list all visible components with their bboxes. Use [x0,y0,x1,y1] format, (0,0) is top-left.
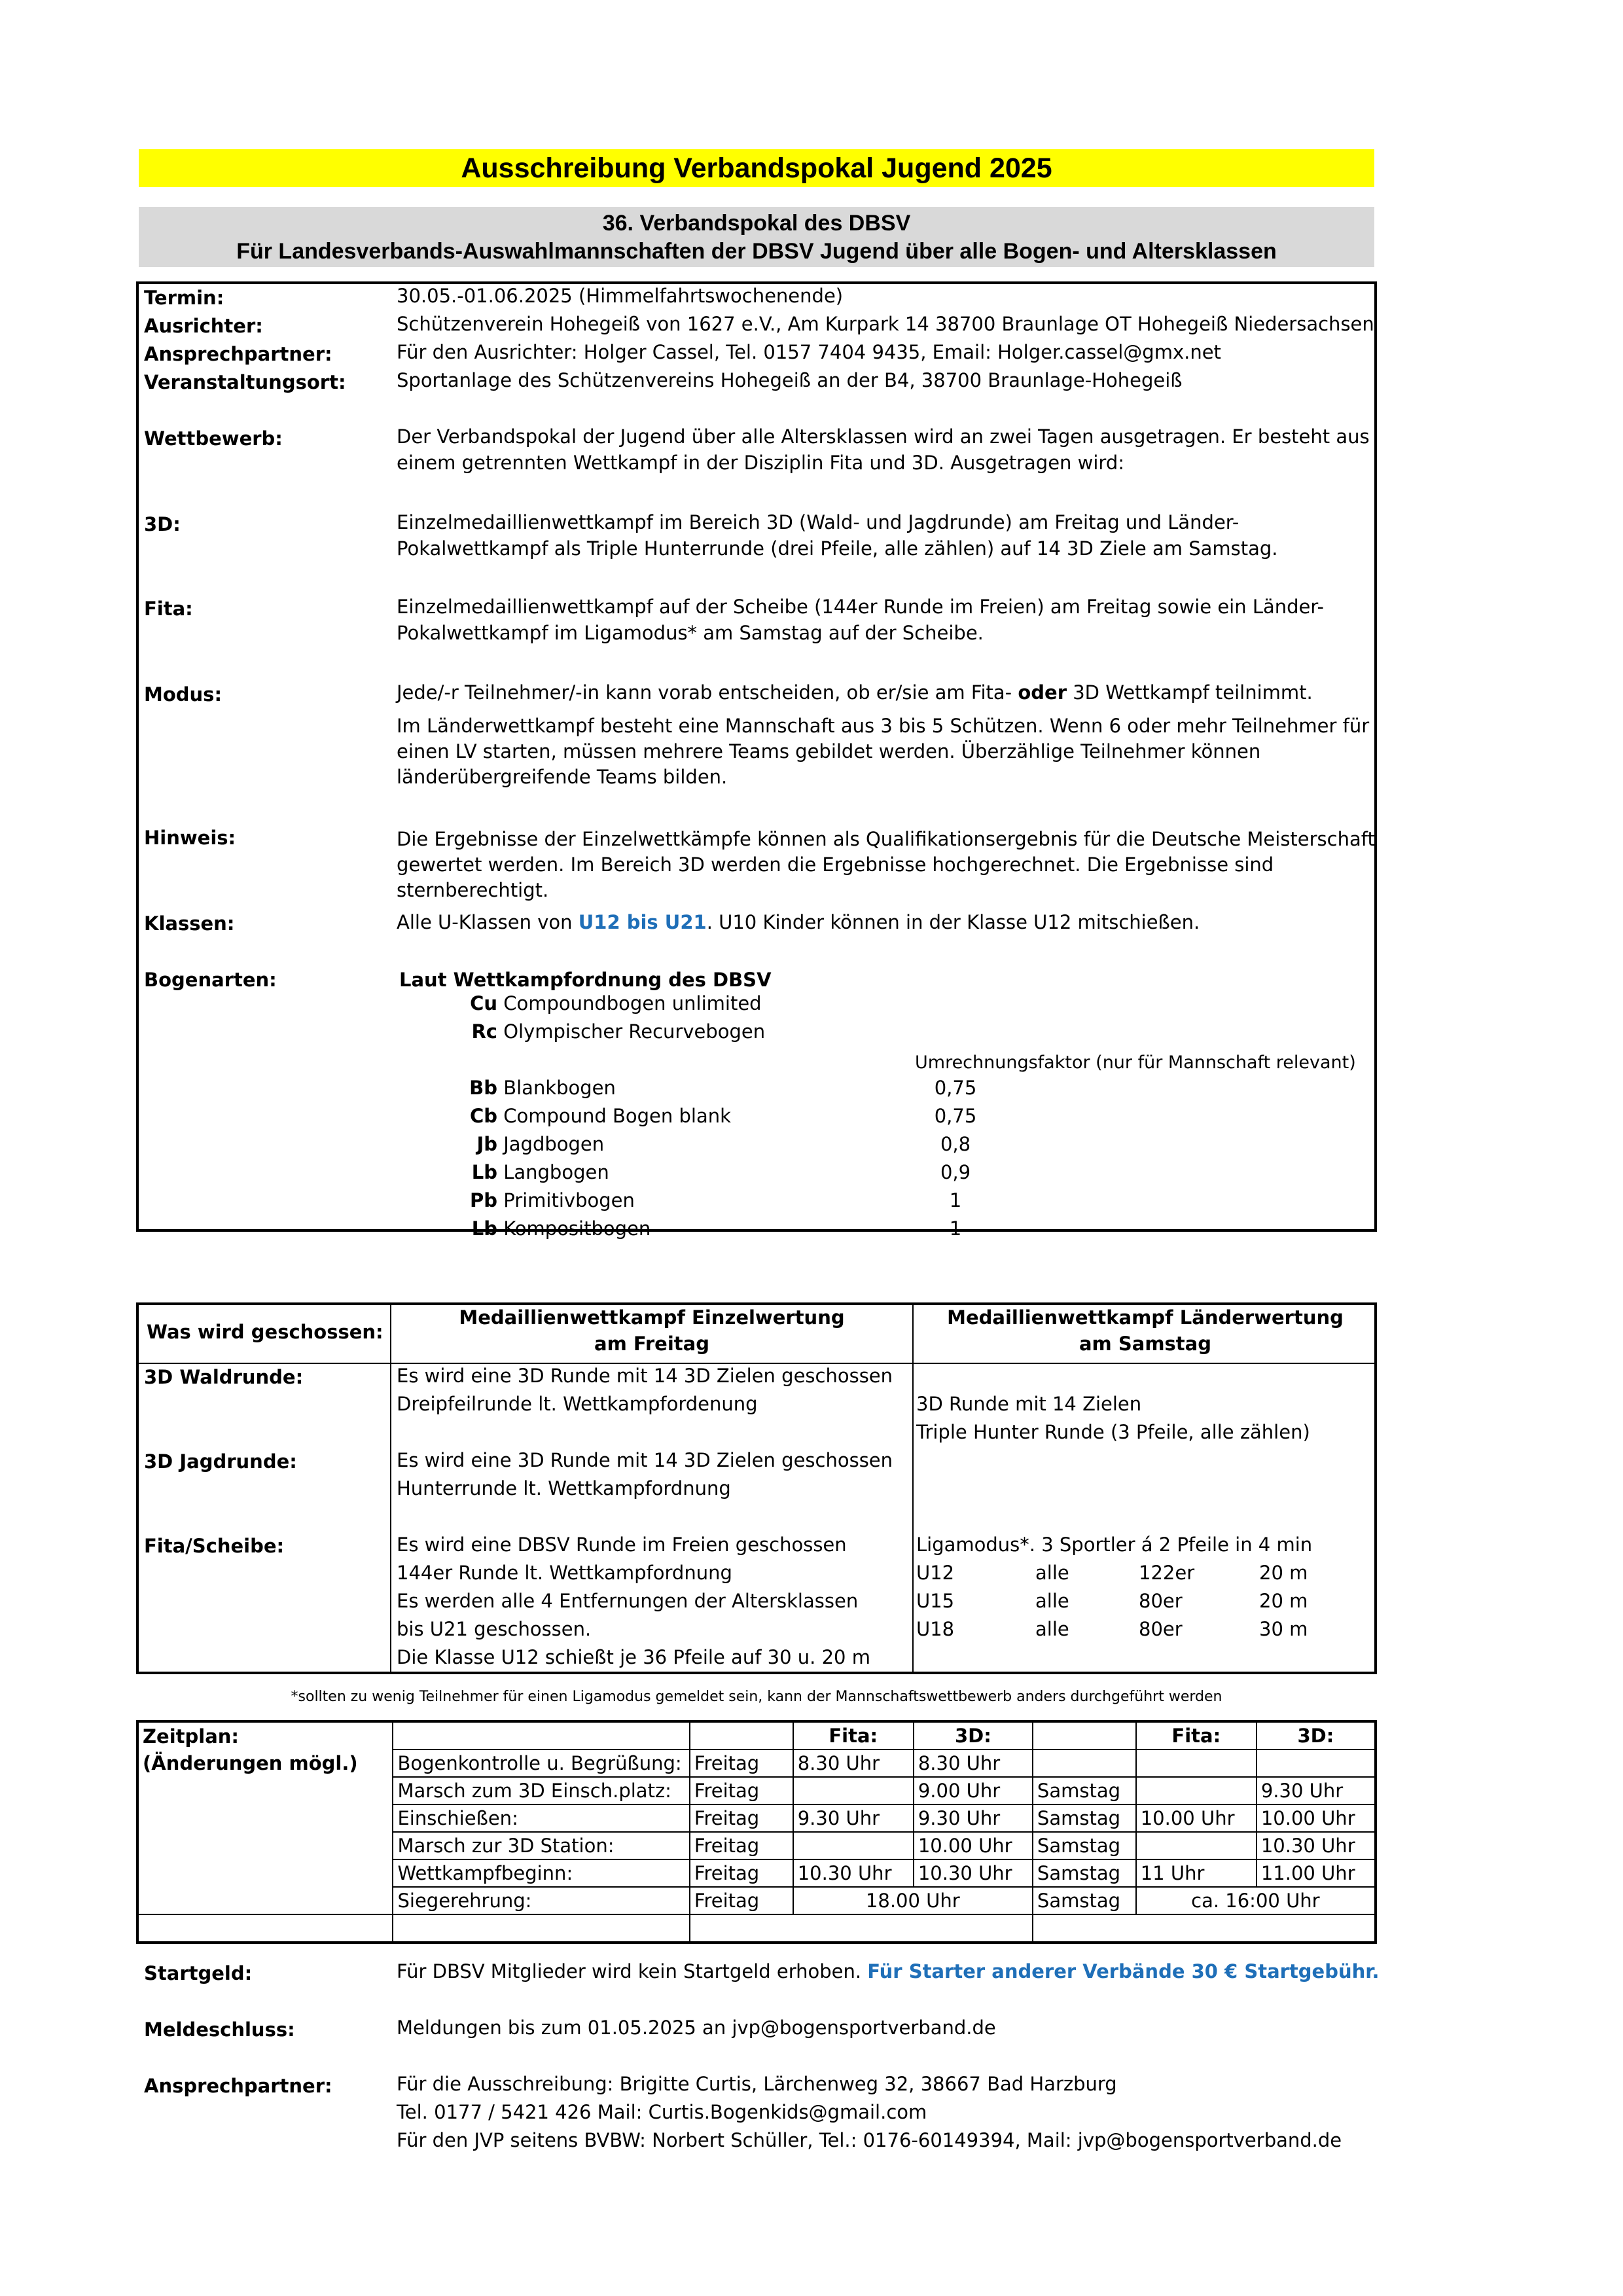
zeitplan-time: 9.30 Uhr [1257,1777,1376,1804]
bogenarten-heading: Laut Wettkampfordnung des DBSV [399,969,772,991]
zeitplan-time: 10.30 Uhr [914,1859,1033,1887]
modus-line-1b: oder [1018,681,1067,704]
bow-factor: 0,8 [940,1133,971,1155]
liga-class: U15 [916,1590,955,1612]
zeitplan-row [137,1777,1376,1804]
fita-scheibe-line-5: Die Klasse U12 schießt je 36 Pfeile auf 30 u. 20 m [397,1646,870,1668]
zeitplan-day: Freitag [690,1749,793,1777]
fita-scheibe-line-4: bis U21 geschossen. [397,1618,592,1640]
fita-label: Fita: [144,598,193,620]
zeitplan-time: 10.30 Uhr [1257,1832,1376,1859]
3d-line-2: Pokalwettkampf als Triple Hunterrunde (drei Pfeile, alle zählen) auf 14 3D Ziele am Samstag. [397,537,1278,560]
3d-line-1: Einzelmedaillienwettkampf im Bereich 3D (Wald- und Jagdrunde) am Freitag und Länder- [397,511,1240,533]
fita-scheibe-line-3: Es werden alle 4 Entfernungen der Altersklassen [397,1590,859,1612]
bow-row [445,992,765,1020]
zeitplan-time: 8.30 Uhr [914,1749,1033,1777]
klassen-b: U12 bis U21 [578,911,707,933]
zeitplan-time: 8.30 Uhr [793,1749,914,1777]
meldeschluss-label: Meldeschluss: [144,2018,295,2041]
hinweis-line-1: Die Ergebnisse der Einzelwettkämpfe können als Qualifikationsergebnis für die Deutsche Meisterschaft [397,828,1375,850]
zeitplan-time [1257,1749,1376,1777]
zeitplan-event: Siegerehrung: [393,1887,689,1914]
liga-distance: 30 m [1259,1618,1308,1640]
zeitplan-time: ca. 16:00 Uhr [1136,1887,1376,1914]
zeitplan-day: Samstag [1033,1777,1136,1804]
zeitplan-time [1136,1777,1257,1804]
zeitplan-day: Samstag [1033,1804,1136,1832]
zeitplan-table [136,1720,1377,1944]
ausrichter-value: Schützenverein Hohegeiß von 1627 e.V., Am Kurpark 14 38700 Braunlage OT Hohegeiß Niedersachsen [397,313,1374,335]
bow-row [445,1189,1034,1217]
bow-code: Jb [476,1133,497,1155]
bow-factor: 1 [949,1217,962,1240]
waldrunde-laender-2: Triple Hunter Runde (3 Pfeile, alle zählen) [916,1421,1310,1443]
zeitplan-day: Freitag [690,1777,793,1804]
zeitplan-event: Marsch zur 3D Station: [393,1832,689,1859]
startgeld-a: Für DBSV Mitglieder wird kein Startgeld erhoben. [397,1960,868,1982]
zeitplan-day: Freitag [690,1832,793,1859]
umrechnungsfaktor-note: Umrechnungsfaktor (nur für Mannschaft relevant) [915,1052,1356,1073]
bow-code: Cu [470,992,497,1014]
liga-who: alle [1035,1590,1069,1612]
klassen-label: Klassen: [144,912,235,935]
ansprechpartner-line-2: Tel. 0177 / 5421 426 Mail: Curtis.Bogenkids@gmail.com [397,2101,927,2123]
page-title: Ausschreibung Verbandspokal Jugend 2025 [139,149,1374,187]
zeitplan-event: Marsch zum 3D Einsch.platz: [393,1777,689,1804]
3d-col-header: 3D: [1257,1721,1376,1749]
zeitplan-time [1136,1832,1257,1859]
startgeld-label: Startgeld: [144,1962,253,1984]
termin-label: Termin: [144,287,224,309]
bow-name: Jagdbogen [503,1133,605,1155]
subtitle-line-2: Für Landesverbands-Auswahlmannschaften der DBSV Jugend über alle Bogen- und Altersklassen [236,239,1277,264]
zeitplan-time: 18.00 Uhr [793,1887,1033,1914]
liga-who: alle [1035,1562,1069,1584]
bow-name: Kompositbogen [503,1217,651,1240]
zeitplan-day: Freitag [690,1859,793,1887]
liga-distance: 20 m [1259,1590,1308,1612]
bow-factor: 0,75 [934,1105,977,1127]
fita-scheibe-line-1: Es wird eine DBSV Runde im Freien geschossen [397,1534,847,1556]
zeitplan-day: Samstag [1033,1859,1136,1887]
zeitplan-time: 9.30 Uhr [914,1804,1033,1832]
zeitplan-event: Einschießen: [393,1804,689,1832]
ansprechpartner-value: Für den Ausrichter: Holger Cassel, Tel. 0157 7404 9435, Email: Holger.cassel@gmx.net [397,341,1221,363]
startgeld-b: Für Starter anderer Verbände 30 € Startgebühr. [867,1960,1380,1982]
liga-round: 80er [1139,1618,1183,1640]
fita-line-1: Einzelmedaillienwettkampf auf der Scheibe (144er Runde im Freien) am Freitag sowie ein Länder- [397,596,1324,618]
bow-name: Olympischer Recurvebogen [503,1020,766,1043]
bow-name: Compound Bogen blank [503,1105,731,1127]
bow-name: Langbogen [503,1161,609,1183]
shoot-header-label: Was wird geschossen: [147,1321,383,1343]
jagdrunde-line-2: Hunterrunde lt. Wettkampfordnung [397,1477,731,1499]
veranstaltungsort-value: Sportanlage des Schützenvereins Hohegeiß an der B4, 38700 Braunlage-Hohegeiß [397,369,1183,391]
zeitplan-time: 11.00 Uhr [1257,1859,1376,1887]
waldrunde-line-1: Es wird eine 3D Runde mit 14 3D Zielen geschossen [397,1365,893,1387]
hinweis-line-2: gewertet werden. Im Bereich 3D werden die Ergebnisse hochgerechnet. Die Ergebnisse sind [397,853,1274,876]
shoot-col-divider-2 [912,1302,914,1674]
subtitle-block [139,207,1374,267]
zeitplan-label: Zeitplan: [143,1725,240,1748]
zeitplan-sublabel: (Änderungen mögl.) [143,1752,358,1774]
shoot-header-einzel-2: am Freitag [594,1333,709,1355]
liga-table [916,1560,1374,1644]
shoot-col-divider-1 [390,1302,391,1674]
bow-code: Bb [469,1077,497,1099]
footnote: *sollten zu wenig Teilnehmer für einen Ligamodus gemeldet sein, kann der Mannschaftswettbewerb anders durchgeführt werden [291,1689,1222,1705]
bow-code: Lb [471,1217,497,1240]
fita-col-header: Fita: [1136,1721,1257,1749]
bow-name: Blankbogen [503,1077,616,1099]
fita-scheibe-line-2: 144er Runde lt. Wettkampfordnung [397,1562,732,1584]
bow-row [445,1020,765,1049]
zeitplan-event: Bogenkontrolle u. Begrüßung: [393,1749,689,1777]
3d-col-header: 3D: [914,1721,1033,1749]
bow-row [445,1077,1034,1105]
ansprechpartner-line-3: Für den JVP seitens BVBW: Norbert Schüller, Tel.: 0176-60149394, Mail: jvp@bogensportverband.de [397,2129,1342,2151]
fita-col-header: Fita: [793,1721,914,1749]
bow-code: Pb [469,1189,497,1211]
zeitplan-time: 10.00 Uhr [914,1832,1033,1859]
zeitplan-day: Freitag [690,1804,793,1832]
zeitplan-time: 9.00 Uhr [914,1777,1033,1804]
liga-who: alle [1035,1618,1069,1640]
liga-distance: 20 m [1259,1562,1308,1584]
bow-row [445,1217,1034,1246]
zeitplan-time: 10.00 Uhr [1136,1804,1257,1832]
klassen-c: . U10 Kinder können in der Klasse U12 mitschießen. [706,911,1200,933]
zeitplan-time: 10.00 Uhr [1257,1804,1376,1832]
klassen-value [397,909,1200,935]
zeitplan-header-row [137,1721,1376,1749]
bow-row [445,1105,1034,1133]
modus-line-3: einen LV starten, müssen mehrere Teams gebildet werden. Überzählige Teilnehmer können [397,740,1261,762]
klassen-a: Alle U-Klassen von [397,911,579,933]
liga-class: U18 [916,1618,955,1640]
bogenarten-label: Bogenarten: [144,969,277,991]
fita-line-2: Pokalwettkampf im Ligamodus* am Samstag auf der Scheibe. [397,622,984,644]
3d-label: 3D: [144,513,181,535]
meldeschluss-value: Meldungen bis zum 01.05.2025 an jvp@bogensportverband.de [397,2017,996,2039]
ansprechpartner-line-1: Für die Ausschreibung: Brigitte Curtis, Lärchenweg 32, 38667 Bad Harzburg [397,2073,1117,2095]
zeitplan-empty-row [137,1914,1376,1943]
liga-class: U12 [916,1562,955,1584]
shoot-header-laender-1: Medaillienwettkampf Länderwertung [947,1306,1344,1329]
ansprechpartner-label: Ansprechpartner: [144,343,332,365]
modus-line-4: länderübergreifende Teams bilden. [397,766,728,788]
jagdrunde-label: 3D Jagdrunde: [144,1450,297,1473]
waldrunde-line-2: Dreipfeilrunde lt. Wettkampfordenung [397,1393,758,1415]
ligamodus-line: Ligamodus*. 3 Sportler á 2 Pfeile in 4 min [916,1534,1313,1556]
hinweis-label: Hinweis: [144,827,236,849]
bow-row [445,1133,1034,1161]
wettbewerb-line-2: einem getrennten Wettkampf in der Disziplin Fita und 3D. Ausgetragen wird: [397,452,1124,474]
zeitplan-day: Samstag [1033,1832,1136,1859]
liga-row [916,1560,1374,1588]
modus-line-1a: Jede/-r Teilnehmer/-in kann vorab entscheiden, ob er/sie am Fita- [397,681,1018,704]
zeitplan-time: 10.30 Uhr [793,1859,914,1887]
bow-list [445,1077,1034,1246]
liga-round: 80er [1139,1590,1183,1612]
veranstaltungsort-label: Veranstaltungsort: [144,371,346,393]
ausrichter-label: Ausrichter: [144,315,263,337]
bow-name: Compoundbogen unlimited [503,992,762,1014]
zeitplan-time: 11 Uhr [1136,1859,1257,1887]
waldrunde-laender-1: 3D Runde mit 14 Zielen [916,1393,1142,1415]
zeitplan-row [137,1749,1376,1777]
bow-factor: 0,75 [934,1077,977,1099]
bow-code: Lb [471,1161,497,1183]
wettbewerb-label: Wettbewerb: [144,427,283,450]
zeitplan-time [793,1777,914,1804]
bow-factor: 0,9 [940,1161,971,1183]
modus-label: Modus: [144,683,223,706]
liga-row [916,1588,1374,1616]
zeitplan-row [137,1804,1376,1832]
zeitplan-event: Wettkampfbeginn: [393,1859,689,1887]
zeitplan-time [793,1832,914,1859]
bow-list-top [445,992,765,1049]
ansprechpartner-footer-label: Ansprechpartner: [144,2075,332,2097]
zeitplan-time: 9.30 Uhr [793,1804,914,1832]
zeitplan-row [137,1832,1376,1859]
bow-code: Cb [469,1105,497,1127]
zeitplan-day: Samstag [1033,1887,1136,1914]
wettbewerb-line-1: Der Verbandspokal der Jugend über alle Altersklassen wird an zwei Tagen ausgetragen. Er besteht aus [397,425,1370,448]
zeitplan-row-siegerehrung [137,1887,1376,1914]
jagdrunde-line-1: Es wird eine 3D Runde mit 14 3D Zielen geschossen [397,1449,893,1471]
liga-row [916,1616,1374,1644]
liga-round: 122er [1139,1562,1195,1584]
modus-line-2: Im Länderwettkampf besteht eine Mannschaft aus 3 bis 5 Schützen. Wenn 6 oder mehr Teilnehmer für [397,715,1370,737]
fita-scheibe-label: Fita/Scheibe: [144,1535,285,1557]
bow-name: Primitivbogen [503,1189,635,1211]
subtitle-line-1: 36. Verbandspokal des DBSV [602,211,911,236]
bow-row [445,1161,1034,1189]
modus-line-1 [397,679,1313,706]
zeitplan-row [137,1859,1376,1887]
hinweis-line-3: sternberechtigt. [397,879,549,901]
bow-code: Rc [471,1020,497,1043]
zeitplan-day [1033,1749,1136,1777]
waldrunde-label: 3D Waldrunde: [144,1366,304,1388]
shoot-header-einzel-1: Medaillienwettkampf Einzelwertung [459,1306,845,1329]
zeitplan-day: Freitag [690,1887,793,1914]
modus-line-1c: 3D Wettkampf teilnimmt. [1067,681,1313,704]
shoot-header-laender-2: am Samstag [1079,1333,1211,1355]
zeitplan-time [1136,1749,1257,1777]
startgeld-value [397,1958,1379,1984]
bow-factor: 1 [949,1189,962,1211]
termin-value: 30.05.-01.06.2025 (Himmelfahrtswochenende) [397,285,844,307]
